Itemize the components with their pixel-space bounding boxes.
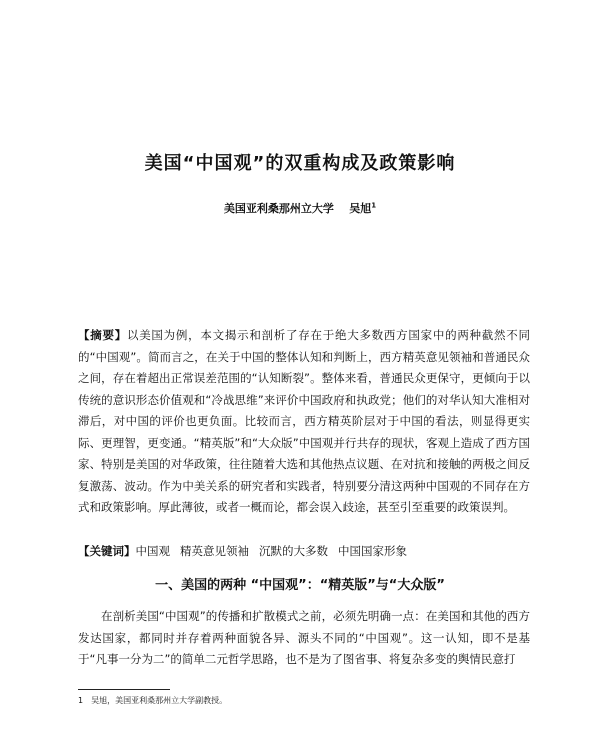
keyword-item: 中国国家形象 [338,544,407,558]
body-paragraph: 在剖析美国“中国观”的传播和扩散模式之前，必须先明确一点：在美国和其他的西方发达国家，都同时并存着两种面貌各异、源头不同的“中国观”。这一认知，即不是基于“凡事一分为二”的简单二元哲学思路，也不是为了图省事、将复杂多变的舆情民意打 [78,609,530,666]
paper-title: 美国“中国观”的双重构成及政策影响 [144,153,456,174]
author-footnote-mark: 1 [371,201,377,210]
abstract-text: 以美国为例，本文揭示和剖析了存在于绝大多数西方国家中的两种截然不同的“中国观”。简而言之，在关于中国的整体认知和判断上，西方精英意见领袖和普通民众之间，存在着超出正常误差范围的“认知断裂”。整体来看，普通民众更保守，更倾向于以传统的意识形态价值观和“冷战思维”来评价中国政府和执政党；他们的对华认知大准相对滞后，对中国的评价也更负面。比较而言，西方精英阶层对于中国的看法，则显得更实际、更理智，更变通。“精英版”和“大众版”中国观并行共存的现状，客观上造成了西方国家、特别是美国的对华政策，往往随着大选和其他热点议题、在对抗和接触的两极之间反复激荡、波动。作为中美关系的研究者和实践者，特别要分清这两种中国观的不同存在方式和政策影响。厚此薄彼，或者一概而论，都会误入歧途，甚至引至重要的政策误判。 [78,328,531,514]
footnote-text: 吴旭，美国亚利桑那州立大学副教授。 [91,696,228,705]
keyword-item: 沉默的大多数 [259,544,328,558]
keyword-item: 中国观 [135,544,170,558]
footnote [78,695,530,706]
abstract [78,325,530,519]
abstract-label: 【摘要】 [78,328,127,342]
footnote-divider [78,689,170,690]
author-affiliation: 美国亚利桑那州立大学 [223,202,334,215]
keyword-item: 精英意见领袖 [180,544,249,558]
keywords [78,541,530,561]
footnote-number: 1 [78,696,84,705]
author-name: 吴旭 [349,202,372,215]
keywords-label: 【关键词】 [78,544,136,558]
author-line [0,200,600,216]
section-heading: 一、美国的两种 “中国观”：“精英版”与“大众版” [155,578,445,593]
